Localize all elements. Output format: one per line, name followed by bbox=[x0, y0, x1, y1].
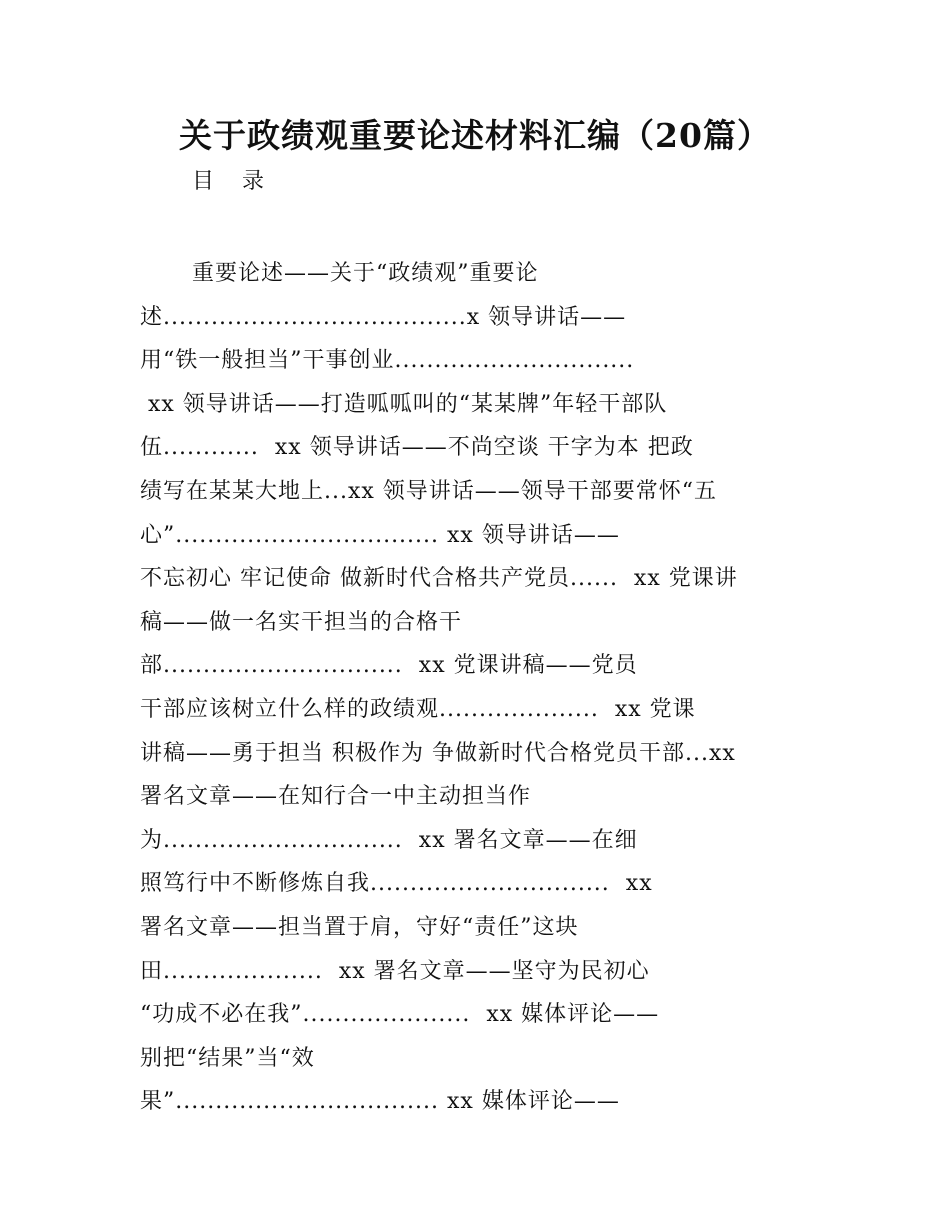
toc-line: 为.............................. xx 署名文章——在细 bbox=[140, 827, 638, 853]
toc-line: 部.............................. xx 党课讲稿——党员 bbox=[140, 653, 638, 679]
toc-line: 果”................................. xx 媒体评论—— bbox=[140, 1089, 620, 1115]
toc-line: 重要论述——关于“政绩观”重要论 bbox=[192, 261, 539, 286]
toc-line: 心”................................. xx 领导讲话—— bbox=[140, 522, 620, 548]
toc-line: 干部应该树立什么样的政绩观.................... xx 党课 bbox=[140, 696, 696, 722]
toc-heading: 目录 bbox=[192, 169, 293, 194]
toc-body bbox=[140, 252, 820, 1124]
toc-line: 用“铁一般担当”干事创业.............................. bbox=[140, 348, 635, 374]
toc-line: “功成不必在我”..................... xx 媒体评论—— bbox=[140, 1002, 660, 1028]
toc-line: 署名文章——担当置于肩，守好“责任”这块 bbox=[140, 914, 579, 940]
toc-line: 述......................................x 领导讲话—— bbox=[140, 304, 627, 330]
toc-line: 署名文章——在知行合一中主动担当作 bbox=[140, 784, 532, 810]
toc-line: 田.................... xx 署名文章——坚守为民初心 bbox=[140, 958, 650, 984]
toc-line: 讲稿——勇于担当 积极作为 争做新时代合格党员干部...xx bbox=[140, 740, 736, 766]
toc-line: 伍............ xx 领导讲话——不尚空谈 干字为本 把政 bbox=[140, 435, 694, 461]
toc-line: 稿——做一名实干担当的合格干 bbox=[140, 609, 463, 635]
toc-line: 别把“结果”当“效 bbox=[140, 1045, 315, 1071]
toc-line: 不忘初心 牢记使命 做新时代合格共产党员...... xx 党课讲 bbox=[140, 566, 738, 592]
toc-line: 绩写在某某大地上...xx 领导讲话——领导干部要常怀“五 bbox=[140, 478, 718, 504]
document-title: 关于政绩观重要论述材料汇编（20篇） bbox=[179, 116, 771, 155]
toc-line: xx 领导讲话——打造呱呱叫的“某某牌”年轻干部队 bbox=[140, 391, 668, 417]
toc-line: 照笃行中不断修炼自我.............................. xx bbox=[140, 871, 653, 897]
